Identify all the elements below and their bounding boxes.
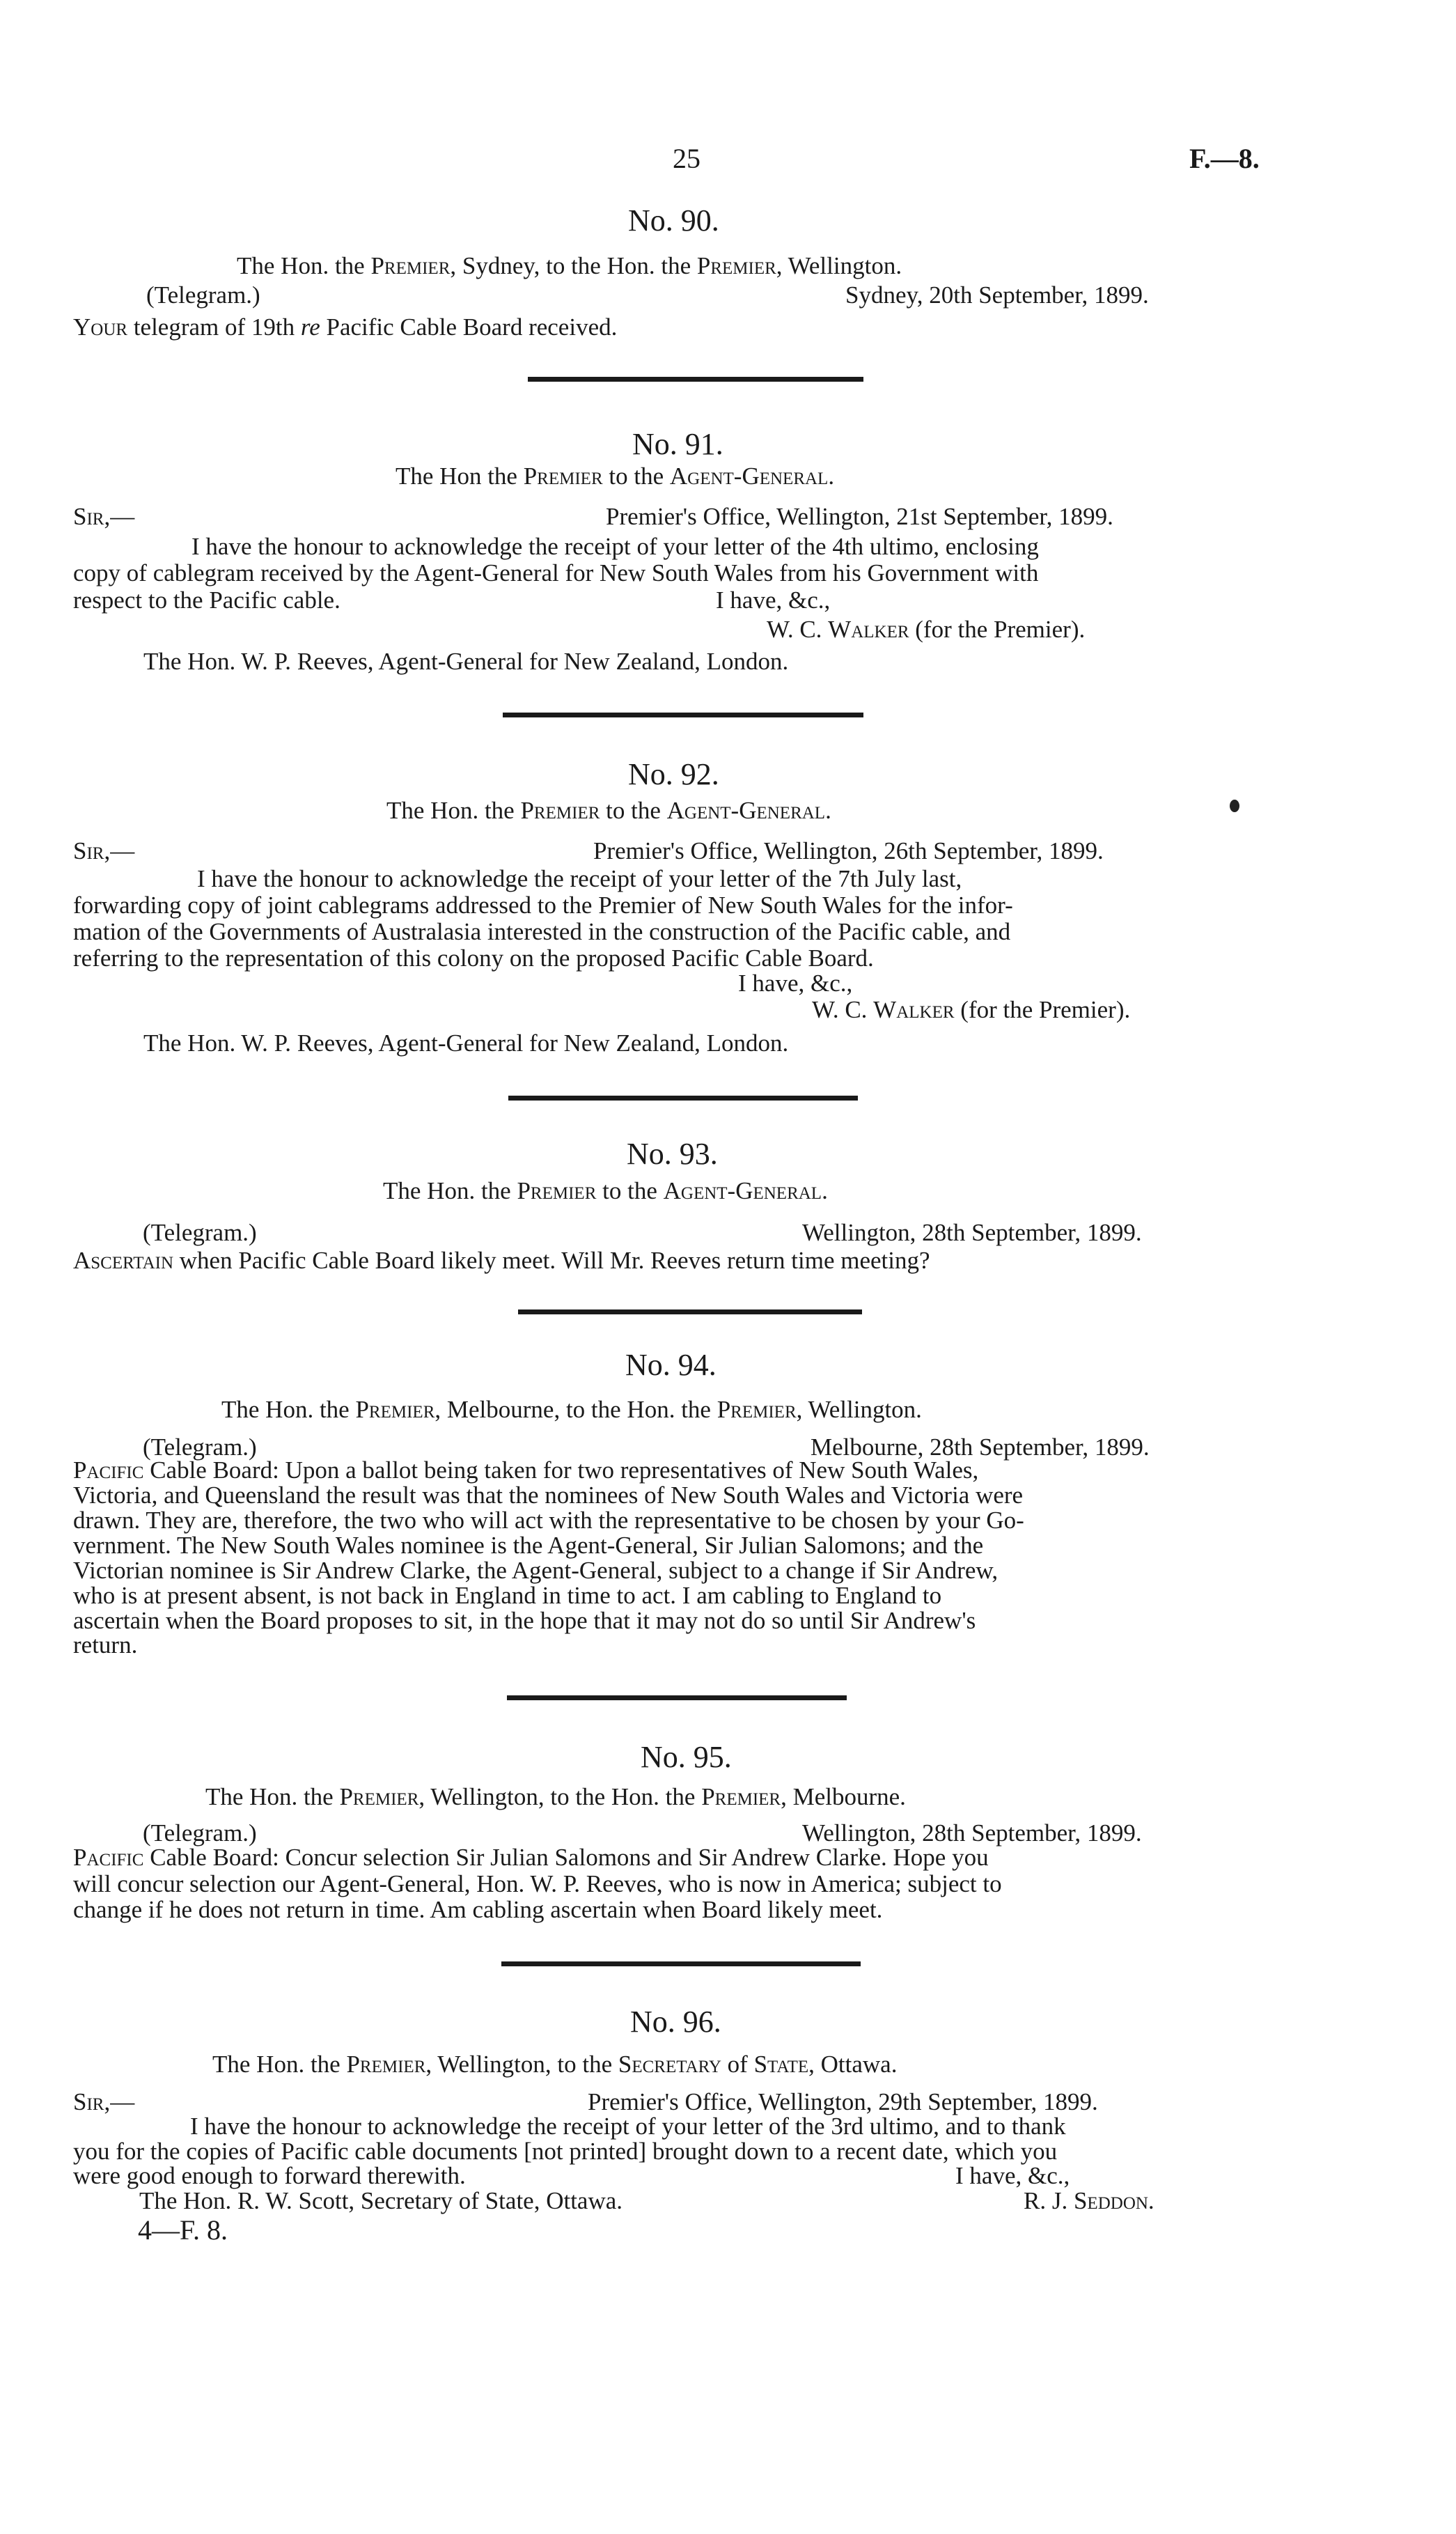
salutation: Sir,— <box>73 837 135 864</box>
body-line: were good enough to forward therewith. <box>73 2162 466 2189</box>
addressee: The Hon. W. P. Reeves, Agent-General for New Zealand, London. <box>143 1029 789 1057</box>
dateline: Premier's Office, Wellington, 26th September, 1899. <box>593 837 1104 864</box>
dateline: Sydney, 20th September, 1899. <box>845 281 1149 309</box>
body-line: will concur selection our Agent-General, Hon. W. P. Reeves, who is now in America; subject to <box>73 1870 1002 1897</box>
section-number: No. 92. <box>628 757 719 791</box>
document-reference: F.—8. <box>1189 143 1260 174</box>
body-line: change if he does not return in time. Am cabling ascertain when Board likely meet. <box>73 1896 883 1923</box>
salutation: Sir,— <box>73 503 135 530</box>
body-line: vernment. The New South Wales nominee is the Agent-General, Sir Julian Salomons; and the <box>73 1532 984 1559</box>
section-number: No. 96. <box>630 2005 721 2039</box>
body-line: who is at present absent, is not back in England in time to act. I am cabling to England to <box>73 1582 942 1609</box>
section-number: No. 95. <box>641 1740 732 1774</box>
body-line: respect to the Pacific cable. <box>73 586 340 614</box>
body-line: return. <box>73 1631 138 1658</box>
dateline: Melbourne, 28th September, 1899. <box>811 1433 1150 1461</box>
dateline: Wellington, 28th September, 1899. <box>802 1219 1142 1246</box>
signature: W. C. Walker (for the Premier). <box>767 616 1086 643</box>
section-number: No. 91. <box>632 427 723 461</box>
closing: I have, &c., <box>738 970 853 997</box>
body-text: Your telegram of 19th re Pacific Cable Board received. <box>73 313 618 341</box>
message-type: (Telegram.) <box>143 1219 257 1246</box>
printer-signature-mark: 4—F. 8. <box>138 2214 228 2246</box>
body-line: Pacific Cable Board: Concur selection Sir Julian Salomons and Sir Andrew Clarke. Hope you <box>73 1844 989 1871</box>
body-line: Pacific Cable Board: Upon a ballot being taken for two representatives of New South Wales, <box>73 1456 979 1484</box>
body-line: copy of cablegram received by the Agent-General for New South Wales from his Government with <box>73 559 1039 586</box>
body-line: drawn. They are, therefore, the two who will act with the representative to be chosen by your Go- <box>73 1507 1024 1534</box>
section-heading: The Hon. the Premier, Wellington, to the Hon. the Premier, Melbourne. <box>205 1783 906 1810</box>
section-divider <box>508 1096 858 1101</box>
section-divider <box>518 1309 862 1314</box>
closing: I have, &c., <box>955 2162 1070 2189</box>
body-line: ascertain when the Board proposes to sit, in the hope that it may not do so until Sir Andrew's <box>73 1607 976 1634</box>
section-heading: The Hon the Premier to the Agent-General. <box>396 463 835 490</box>
message-type: (Telegram.) <box>143 1819 257 1847</box>
body-line: Victoria, and Queensland the result was that the nominees of New South Wales and Victoria were <box>73 1482 1024 1509</box>
section-divider <box>503 713 863 717</box>
body-line: I have the honour to acknowledge the receipt of your letter of the 7th July last, <box>197 865 962 892</box>
addressee: The Hon. W. P. Reeves, Agent-General for New Zealand, London. <box>143 648 789 675</box>
section-divider <box>528 377 863 382</box>
body-line: mation of the Governments of Australasia interested in the construction of the Pacific cable, and <box>73 918 1011 945</box>
addressee: The Hon. R. W. Scott, Secretary of State, Ottawa. <box>139 2187 623 2214</box>
dateline: Wellington, 28th September, 1899. <box>802 1819 1142 1847</box>
body-line: forwarding copy of joint cablegrams addressed to the Premier of New South Wales for the infor- <box>73 892 1013 919</box>
message-type: (Telegram.) <box>143 1433 257 1461</box>
body-line: referring to the representation of this colony on the proposed Pacific Cable Board. <box>73 945 874 972</box>
section-heading: The Hon. the Premier to the Agent-General. <box>386 797 831 824</box>
salutation: Sir,— <box>73 2088 135 2115</box>
signature: W. C. Walker (for the Premier). <box>812 996 1131 1023</box>
section-divider <box>507 1695 847 1700</box>
dateline: Premier's Office, Wellington, 29th September, 1899. <box>588 2088 1098 2115</box>
body-line: I have the honour to acknowledge the receipt of your letter of the 3rd ultimo, and to thank <box>190 2113 1066 2140</box>
section-number: No. 94. <box>625 1348 717 1382</box>
signature: R. J. Seddon. <box>1024 2187 1154 2214</box>
section-heading: The Hon. the Premier, Wellington, to the Secretary of State, Ottawa. <box>212 2051 898 2078</box>
page-number: 25 <box>673 143 700 174</box>
section-heading: The Hon. the Premier, Sydney, to the Hon. the Premier, Wellington. <box>237 252 902 279</box>
section-number: No. 90. <box>628 203 719 238</box>
dateline: Premier's Office, Wellington, 21st September, 1899. <box>606 503 1113 530</box>
body-line: Victorian nominee is Sir Andrew Clarke, the Agent-General, subject to a change if Sir Andrew, <box>73 1557 999 1584</box>
body-line: I have the honour to acknowledge the receipt of your letter of the 4th ultimo, enclosing <box>191 533 1039 560</box>
section-heading: The Hon. the Premier, Melbourne, to the Hon. the Premier, Wellington. <box>221 1396 922 1423</box>
message-type: (Telegram.) <box>146 281 260 309</box>
body-text: Ascertain when Pacific Cable Board likely meet. Will Mr. Reeves return time meeting? <box>73 1247 930 1274</box>
ink-blot <box>1230 800 1239 812</box>
closing: I have, &c., <box>716 586 831 614</box>
section-heading: The Hon. the Premier to the Agent-General. <box>383 1177 828 1204</box>
section-number: No. 93. <box>627 1137 718 1171</box>
body-line: you for the copies of Pacific cable documents [not printed] brought down to a recent date, which you <box>73 2138 1058 2165</box>
section-divider <box>501 1961 861 1966</box>
